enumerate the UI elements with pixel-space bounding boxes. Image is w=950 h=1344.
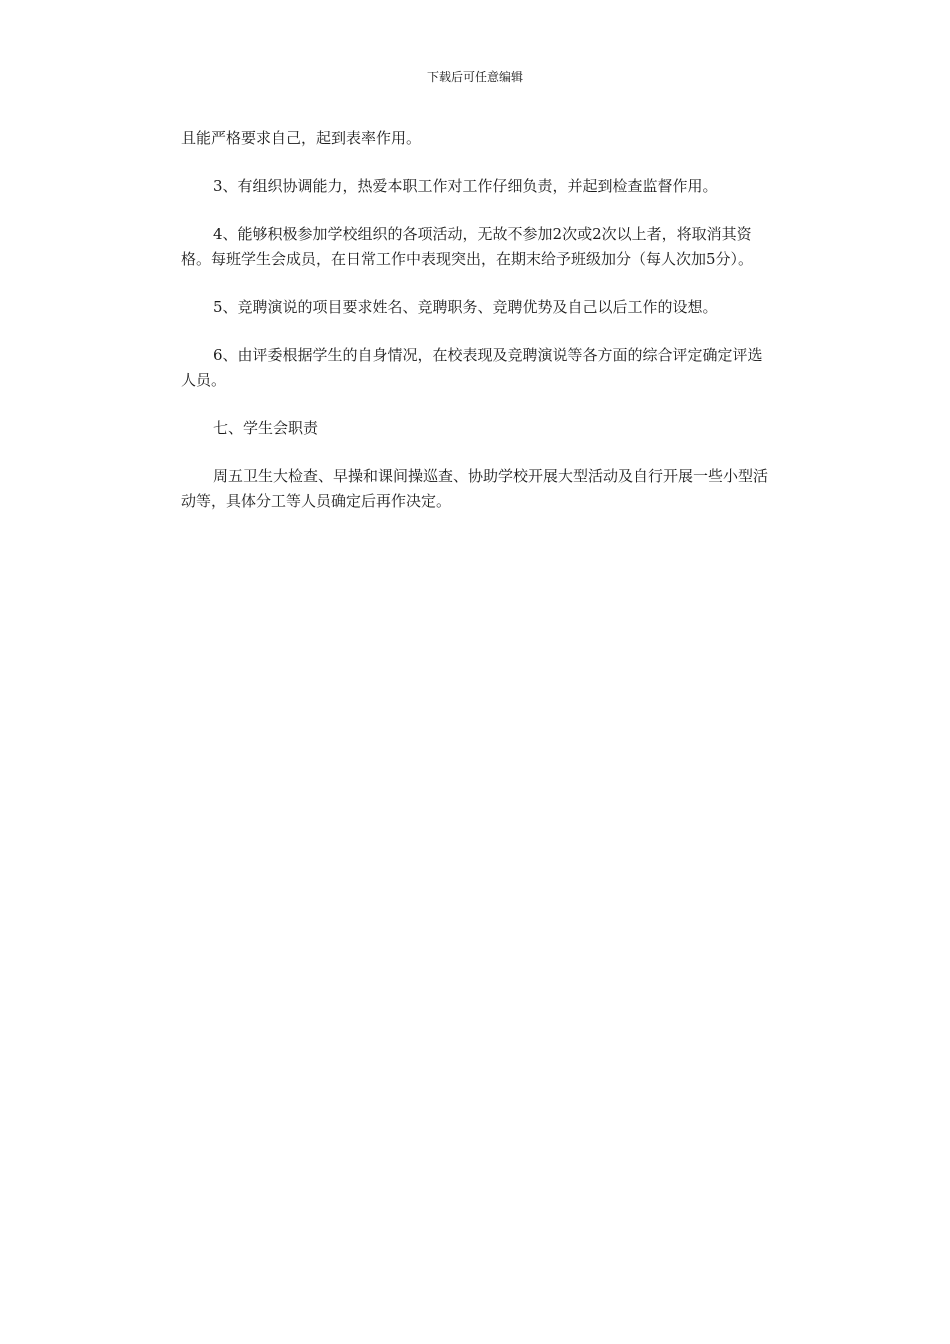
paragraph-item-3: 3、有组织协调能力，热爱本职工作对工作仔细负责，并起到检查监督作用。 (213, 177, 718, 195)
paragraph-item-5: 5、竞聘演说的项目要求姓名、竞聘职务、竞聘优势及自己以后工作的设想。 (213, 298, 718, 316)
paragraph-continuation: 且能严格要求自己，起到表率作用。 (181, 129, 422, 147)
paragraph-duties: 周五卫生大检查、早操和课间操巡查、协助学校开展大型活动及自行开展一些小型活动等，具体分工等人员确定后再作决定。 (181, 467, 769, 510)
section-heading: 七、学生会职责 (213, 419, 319, 437)
page-header: 下载后可任意编辑 (426, 70, 523, 84)
paragraph-item-4: 4、能够积极参加学校组织的各项活动，无故不参加2次或2次以上者，将取消其资格。每班学生会成员，在日常工作中表现突出，在期末给予班级加分（每人次加5分）。 (181, 225, 754, 268)
document-body (181, 126, 771, 537)
paragraph-item-6: 6、由评委根据学生的自身情况，在校表现及竞聘演说等各方面的综合评定确定评选人员。 (181, 346, 763, 389)
